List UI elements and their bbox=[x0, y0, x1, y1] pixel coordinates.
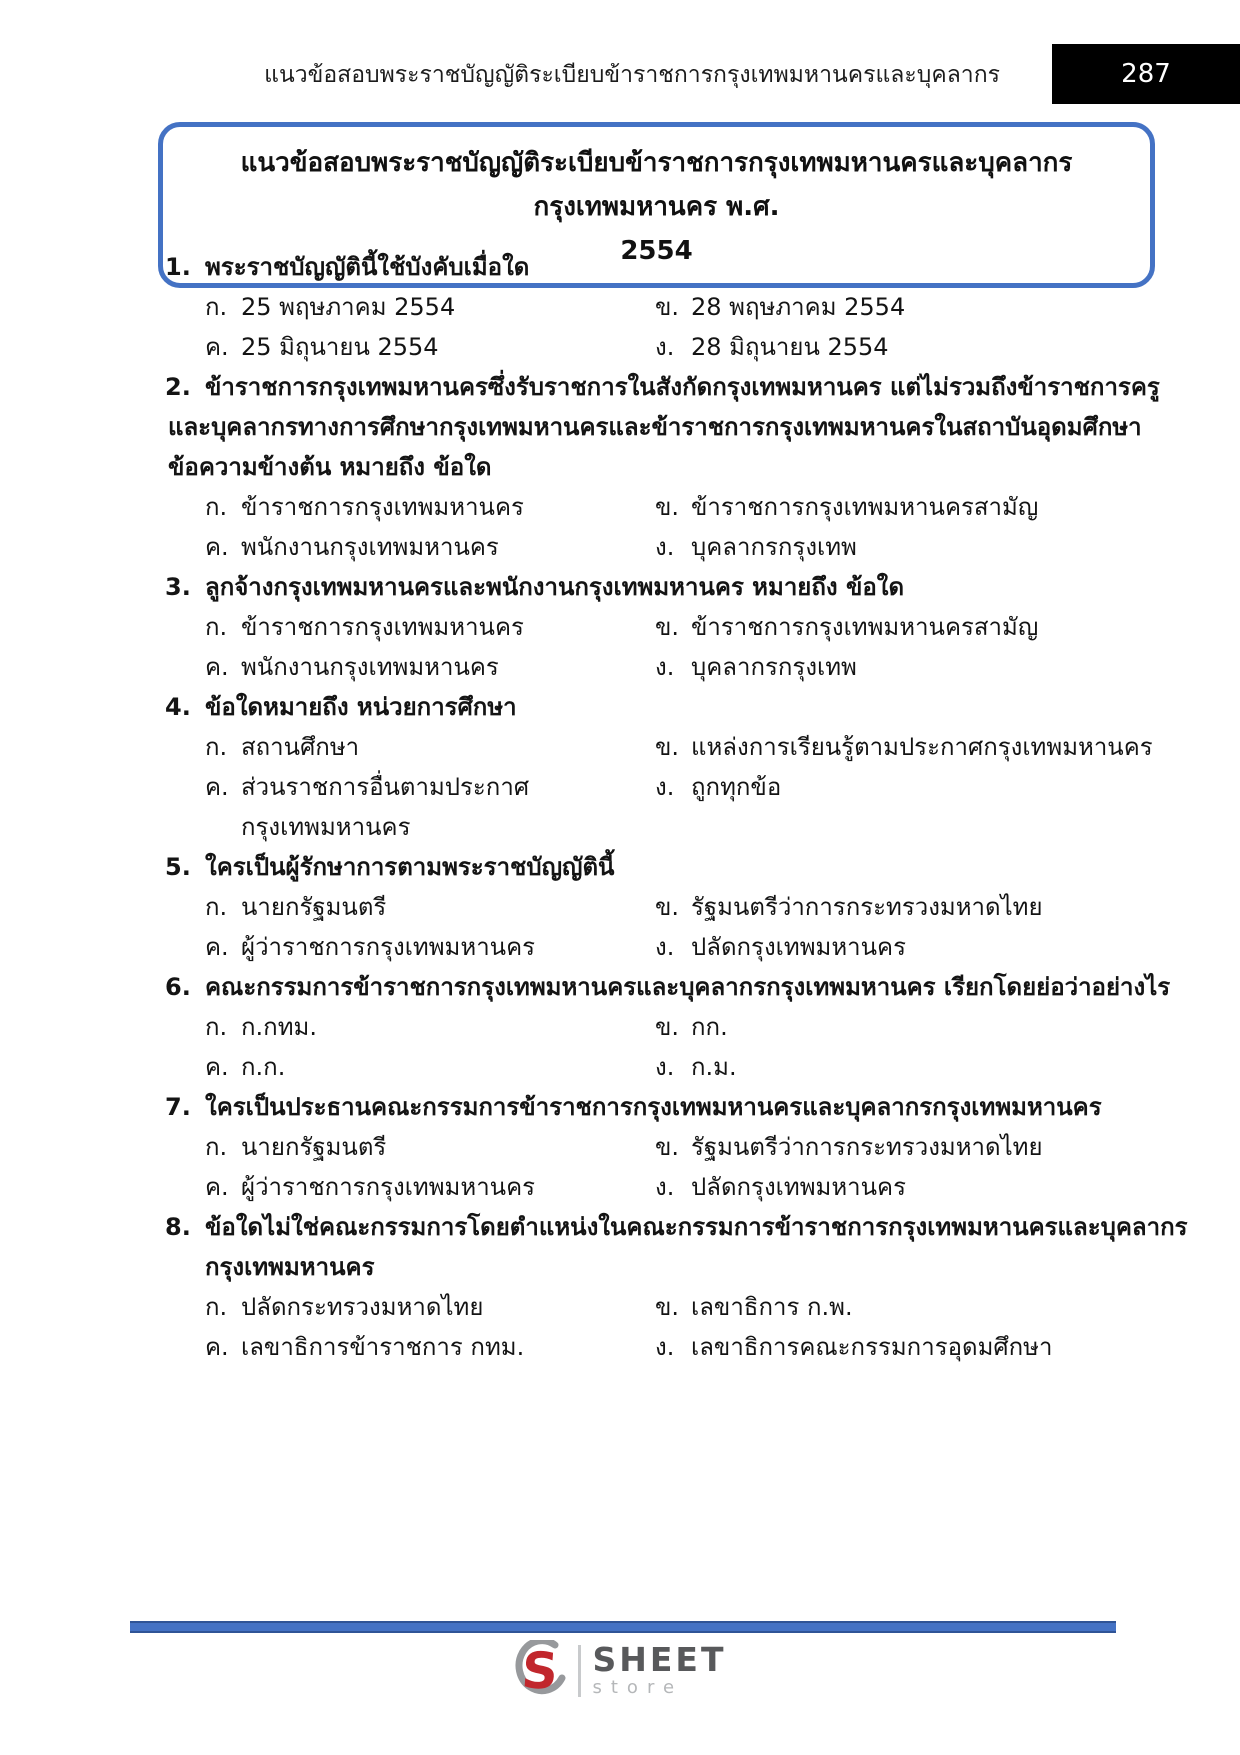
option-text: ข้าราชการกรุงเทพมหานครสามัญ bbox=[691, 613, 1039, 641]
option-label: ง. bbox=[655, 653, 675, 681]
option-text: 28 มิถุนายน 2554 bbox=[691, 333, 889, 361]
question-number: 5. bbox=[165, 853, 191, 881]
question-text: ข้อความข้างต้น หมายถึง ข้อใด bbox=[168, 453, 492, 481]
option bbox=[205, 527, 655, 567]
option-label: ง. bbox=[655, 333, 675, 361]
option-text: 25 มิถุนายน 2554 bbox=[241, 333, 439, 361]
option bbox=[205, 727, 655, 767]
option-text: ผู้ว่าราชการกรุงเทพมหานคร bbox=[241, 933, 536, 961]
option-label: ก. bbox=[205, 1133, 228, 1161]
title-line-1: แนวข้อสอบพระราชบัญญัติระเบียบข้าราชการกรุงเทพมหานครและบุคลากรกรุงเทพมหานคร พ.ศ. bbox=[240, 148, 1073, 222]
option-label: ค. bbox=[205, 933, 229, 961]
options-row bbox=[0, 647, 1240, 687]
brand-subtitle: store bbox=[592, 1677, 684, 1698]
options-row bbox=[0, 487, 1240, 527]
option-text: เลขาธิการ ก.พ. bbox=[691, 1293, 853, 1321]
option-text: พนักงานกรุงเทพมหานคร bbox=[241, 533, 499, 561]
question-text: ข้อใดไม่ใช่คณะกรรมการโดยตำแหน่งในคณะกรรมการข้าราชการกรุงเทพมหานครและบุคลากร bbox=[205, 1213, 1188, 1241]
question-block bbox=[0, 1087, 1240, 1207]
options-row bbox=[0, 1327, 1240, 1367]
option bbox=[655, 1127, 1043, 1167]
option bbox=[655, 727, 1153, 767]
option-text: สถานศึกษา bbox=[241, 733, 360, 761]
option-text: ข้าราชการกรุงเทพมหานคร bbox=[241, 493, 524, 521]
option bbox=[205, 1287, 655, 1327]
question-block bbox=[0, 1207, 1240, 1367]
sheet-store-logo-icon bbox=[514, 1640, 570, 1702]
option-text: ส่วนราชการอื่นตามประกาศกรุงเทพมหานคร bbox=[241, 773, 530, 841]
option-label: ค. bbox=[205, 1053, 229, 1081]
option bbox=[205, 927, 655, 967]
option bbox=[655, 1287, 853, 1327]
option-text: ก.ม. bbox=[691, 1053, 737, 1081]
option-text: เลขาธิการคณะกรรมการอุดมศึกษา bbox=[691, 1333, 1053, 1361]
question-block bbox=[0, 367, 1240, 567]
question-line bbox=[0, 1087, 1240, 1127]
option-text: แหล่งการเรียนรู้ตามประกาศกรุงเทพมหานคร bbox=[691, 733, 1153, 761]
question-line bbox=[0, 1207, 1240, 1247]
option-text: บุคลากรกรุงเทพ bbox=[691, 653, 857, 681]
options-row bbox=[0, 1047, 1240, 1087]
option-text: พนักงานกรุงเทพมหานคร bbox=[241, 653, 499, 681]
option-text: ก.กทม. bbox=[241, 1013, 317, 1041]
option-label: ง. bbox=[655, 533, 675, 561]
option-text: ปลัดกรุงเทพมหานคร bbox=[691, 1173, 906, 1201]
option-label: ค. bbox=[205, 333, 229, 361]
option bbox=[205, 487, 655, 527]
title-line-2: 2554 bbox=[620, 236, 693, 266]
options-row bbox=[0, 727, 1240, 767]
options-row bbox=[0, 1007, 1240, 1047]
options-row bbox=[0, 887, 1240, 927]
option-text: นายกรัฐมนตรี bbox=[241, 893, 387, 921]
options-row bbox=[0, 527, 1240, 567]
option bbox=[205, 607, 655, 647]
option bbox=[205, 647, 655, 687]
option-text: ข้าราชการกรุงเทพมหานครสามัญ bbox=[691, 493, 1039, 521]
option bbox=[205, 767, 655, 847]
option-label: ก. bbox=[205, 493, 228, 521]
option bbox=[205, 1127, 655, 1167]
option-label: ง. bbox=[655, 1053, 675, 1081]
option bbox=[655, 1167, 906, 1207]
option-label: ค. bbox=[205, 1173, 229, 1201]
option-label: ข. bbox=[655, 1013, 680, 1041]
option-label: ข. bbox=[655, 1293, 680, 1321]
option bbox=[655, 647, 857, 687]
option-label: ข. bbox=[655, 613, 680, 641]
question-text: คณะกรรมการข้าราชการกรุงเทพมหานครและบุคลากรกรุงเทพมหานคร เรียกโดยย่อว่าอย่างไร bbox=[205, 973, 1171, 1001]
option-label: ก. bbox=[205, 893, 228, 921]
option bbox=[655, 527, 857, 567]
logo-text bbox=[592, 1640, 727, 1699]
option-text: ผู้ว่าราชการกรุงเทพมหานคร bbox=[241, 1173, 536, 1201]
option-label: ข. bbox=[655, 733, 680, 761]
option-label: ง. bbox=[655, 773, 675, 801]
option-text: ข้าราชการกรุงเทพมหานคร bbox=[241, 613, 524, 641]
question-text: ลูกจ้างกรุงเทพมหานครและพนักงานกรุงเทพมหานคร หมายถึง ข้อใด bbox=[205, 573, 905, 601]
logo-divider bbox=[578, 1645, 581, 1697]
option-text: กก. bbox=[691, 1013, 728, 1041]
question-number: 8. bbox=[165, 1213, 191, 1241]
brand-name: SHEET bbox=[592, 1640, 727, 1679]
option bbox=[655, 1327, 1052, 1367]
option bbox=[205, 1167, 655, 1207]
option bbox=[655, 887, 1043, 927]
option-text: 25 พฤษภาคม 2554 bbox=[241, 293, 456, 321]
question-line bbox=[0, 567, 1240, 607]
question-text: และบุคลากรทางการศึกษากรุงเทพมหานครและข้าราชการกรุงเทพมหานครในสถาบันอุดมศึกษา bbox=[168, 413, 1142, 441]
option-label: ก. bbox=[205, 293, 228, 321]
question-text: ข้าราชการกรุงเทพมหานครซึ่งรับราชการในสังกัดกรุงเทพมหานคร แต่ไม่รวมถึงข้าราชการครู bbox=[205, 373, 1160, 401]
question-block bbox=[0, 567, 1240, 687]
option-text: บุคลากรกรุงเทพ bbox=[691, 533, 857, 561]
question-number: 7. bbox=[165, 1093, 191, 1121]
option bbox=[205, 1007, 655, 1047]
options-row bbox=[0, 327, 1240, 367]
question-text: ใครเป็นประธานคณะกรรมการข้าราชการกรุงเทพมหานครและบุคลากรกรุงเทพมหานคร bbox=[205, 1093, 1102, 1121]
option-label: ง. bbox=[655, 1173, 675, 1201]
option-text: ถูกทุกข้อ bbox=[691, 773, 782, 801]
question-number: 4. bbox=[165, 693, 191, 721]
option bbox=[205, 1327, 655, 1367]
option-label: ค. bbox=[205, 653, 229, 681]
options-row bbox=[0, 1287, 1240, 1327]
option-label: ก. bbox=[205, 1293, 228, 1321]
running-header-title: แนวข้อสอบพระราชบัญญัติระเบียบข้าราชการกรุงเทพมหานครและบุคลากร bbox=[264, 62, 1000, 88]
option bbox=[655, 487, 1038, 527]
option-label: ค. bbox=[205, 773, 229, 801]
option-text: 28 พฤษภาคม 2554 bbox=[691, 293, 906, 321]
footer-logo bbox=[0, 1640, 1240, 1702]
question-text: กรุงเทพมหานคร bbox=[205, 1253, 375, 1281]
question-text: ใครเป็นผู้รักษาการตามพระราชบัญญัตินี้ bbox=[205, 853, 615, 881]
option bbox=[205, 287, 655, 327]
option-label: ข. bbox=[655, 493, 680, 521]
question-block bbox=[0, 967, 1240, 1087]
option-label: ก. bbox=[205, 1013, 228, 1041]
options-row bbox=[0, 607, 1240, 647]
option bbox=[205, 1047, 655, 1087]
question-text: พระราชบัญญัตินี้ใช้บังคับเมื่อใด bbox=[205, 253, 530, 281]
option bbox=[655, 1047, 737, 1087]
question-text: ข้อใดหมายถึง หน่วยการศึกษา bbox=[205, 693, 517, 721]
option bbox=[205, 887, 655, 927]
options-row bbox=[0, 767, 1240, 847]
question-line bbox=[0, 247, 1240, 287]
option-label: ค. bbox=[205, 533, 229, 561]
option bbox=[655, 607, 1038, 647]
option bbox=[655, 927, 906, 967]
option-text: รัฐมนตรีว่าการกระทรวงมหาดไทย bbox=[691, 1133, 1043, 1161]
options-row bbox=[0, 927, 1240, 967]
question-number: 2. bbox=[165, 373, 191, 401]
option-label: ข. bbox=[655, 893, 680, 921]
option bbox=[655, 327, 889, 367]
options-row bbox=[0, 287, 1240, 327]
option-text: ปลัดกระทรวงมหาดไทย bbox=[241, 1293, 484, 1321]
option-label: ก. bbox=[205, 733, 228, 761]
option-text: นายกรัฐมนตรี bbox=[241, 1133, 387, 1161]
option-text: เลขาธิการข้าราชการ กทม. bbox=[241, 1333, 525, 1361]
page-number-badge bbox=[1052, 44, 1240, 104]
option-label: ข. bbox=[655, 293, 680, 321]
question-number: 6. bbox=[165, 973, 191, 1001]
option-label: ก. bbox=[205, 613, 228, 641]
option-text: รัฐมนตรีว่าการกระทรวงมหาดไทย bbox=[691, 893, 1043, 921]
question-block bbox=[0, 847, 1240, 967]
option-label: ข. bbox=[655, 1133, 680, 1161]
option bbox=[205, 327, 655, 367]
question-number: 1. bbox=[165, 253, 191, 281]
option-label: ง. bbox=[655, 933, 675, 961]
svg-text:S: S bbox=[519, 1642, 560, 1700]
page-number: 287 bbox=[1121, 59, 1171, 89]
question-number: 3. bbox=[165, 573, 191, 601]
question-line bbox=[0, 367, 1240, 407]
option bbox=[655, 767, 781, 847]
option-label: ค. bbox=[205, 1333, 229, 1361]
question-block bbox=[0, 247, 1240, 367]
option-text: ปลัดกรุงเทพมหานคร bbox=[691, 933, 906, 961]
question-line bbox=[0, 847, 1240, 887]
option bbox=[655, 1007, 728, 1047]
question-line bbox=[0, 687, 1240, 727]
option-text: ก.ก. bbox=[241, 1053, 286, 1081]
options-row bbox=[0, 1127, 1240, 1167]
option-label: ง. bbox=[655, 1333, 675, 1361]
question-line bbox=[0, 967, 1240, 1007]
footer-divider-bar bbox=[130, 1621, 1116, 1633]
questions-list bbox=[0, 247, 1240, 1367]
question-block bbox=[0, 687, 1240, 847]
option bbox=[655, 287, 905, 327]
options-row bbox=[0, 1167, 1240, 1207]
